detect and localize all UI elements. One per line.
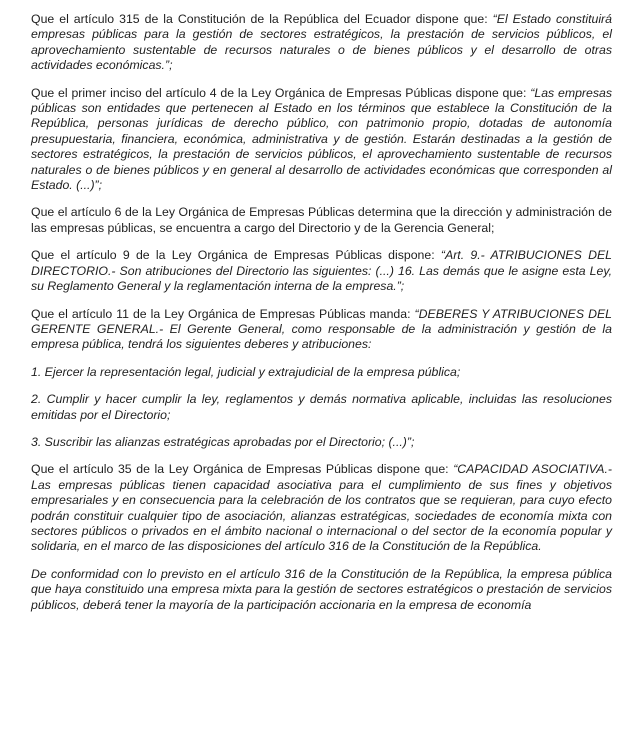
quoted-text: 2. Cumplir y hacer cumplir la ley, reglamentos y demás normativa aplicable, incluidas las resoluciones emitidas por el Directorio; — [31, 392, 612, 422]
paragraph-article-35 — [31, 462, 612, 554]
paragraph-article-6 — [31, 205, 612, 236]
paragraph-text: Que el artículo 35 de la Ley Orgánica de Empresas Públicas dispone que: — [31, 462, 454, 477]
quoted-text: “DEBERES Y ATRIBUCIONES DEL GERENTE GENERAL.- El Gerente General, como responsable de la administración y gestión de la empresa pública, tendrá los siguientes deberes y atribuciones: — [31, 306, 612, 352]
paragraph-text: Que el artículo 315 de la Constitución de la República del Ecuador dispone que: — [31, 12, 493, 26]
quoted-text: “Las empresas públicas son entidades que pertenecen al Estado en los términos que establece la Constitución de la República, personas jurídicas de derecho público, con patrimonio propio, dotadas de autonomía presupuestaria, financiera, económica, administrativa y de gestión. Estarán destinadas a la gestión de sectores estratégicos, la prestación de servicios públicos, el aprovechamiento sustentable de recursos naturales o de bienes públicos y en general al desarrollo de actividades económicas que corresponden al Estado. (...)”; — [31, 85, 612, 193]
paragraph-text: Que el artículo 9 de la Ley Orgánica de Empresas Públicas dispone: — [31, 248, 441, 263]
quoted-text: “Art. 9.- ATRIBUCIONES DEL DIRECTORIO.- Son atribuciones del Directorio las siguientes: (...) 16. Las demás que le asigne esta Ley, su Reglamento General y la reglamentación interna de la empresa.”; — [31, 248, 612, 294]
paragraph-text: Que el artículo 11 de la Ley Orgánica de Empresas Públicas manda: — [31, 306, 415, 321]
list-item-1 — [31, 365, 612, 380]
quoted-text: “CAPACIDAD ASOCIATIVA.- Las empresas públicas tienen capacidad asociativa para el cumplimiento de sus fines y objetivos empresariales y en consecuencia para la celebración de los contratos que se requieran, para cuyo efecto podrán constituir cualquier tipo de asociación, alianzas estratégicas, sociedades de economía mixta con sectores públicos o privados en el ámbito nacional o internacional o del sector de la economía popular y solidaria, en el marco de las disposiciones del artículo 316 de la Constitución de la República. — [31, 462, 612, 554]
paragraph-article-316 — [31, 567, 612, 613]
quoted-text: 1. Ejercer la representación legal, judicial y extrajudicial de la empresa pública; — [31, 364, 461, 379]
paragraph-article-9 — [31, 248, 612, 294]
quoted-text: De conformidad con lo previsto en el artículo 316 de la Constitución de la República, la empresa pública que haya constituido una empresa mixta para la gestión de sectores estratégicos o prestación de servicios públicos, deberá tener la mayoría de la participación accionaria en la empresa de economía — [31, 566, 612, 612]
paragraph-article-11 — [31, 307, 612, 353]
paragraph-article-315 — [31, 12, 612, 74]
list-item-3 — [31, 435, 612, 450]
quoted-text: “El Estado constituirá empresas públicas para la gestión de sectores estratégicos, la prestación de servicios públicos, el aprovechamiento sustentable de recursos naturales o de bienes públicos y el desarrollo de otras actividades económicas.”; — [31, 12, 612, 73]
quoted-text: 3. Suscribir las alianzas estratégicas aprobadas por el Directorio; (...)”; — [31, 434, 415, 449]
list-item-2 — [31, 392, 612, 423]
paragraph-text: Que el artículo 6 de la Ley Orgánica de Empresas Públicas determina que la dirección y administración de las empresas públicas, se encuentra a cargo del Directorio y de la Gerencia General; — [31, 205, 612, 235]
paragraph-article-4 — [31, 86, 612, 194]
paragraph-text: Que el primer inciso del artículo 4 de la Ley Orgánica de Empresas Públicas dispone que: — [31, 85, 531, 100]
